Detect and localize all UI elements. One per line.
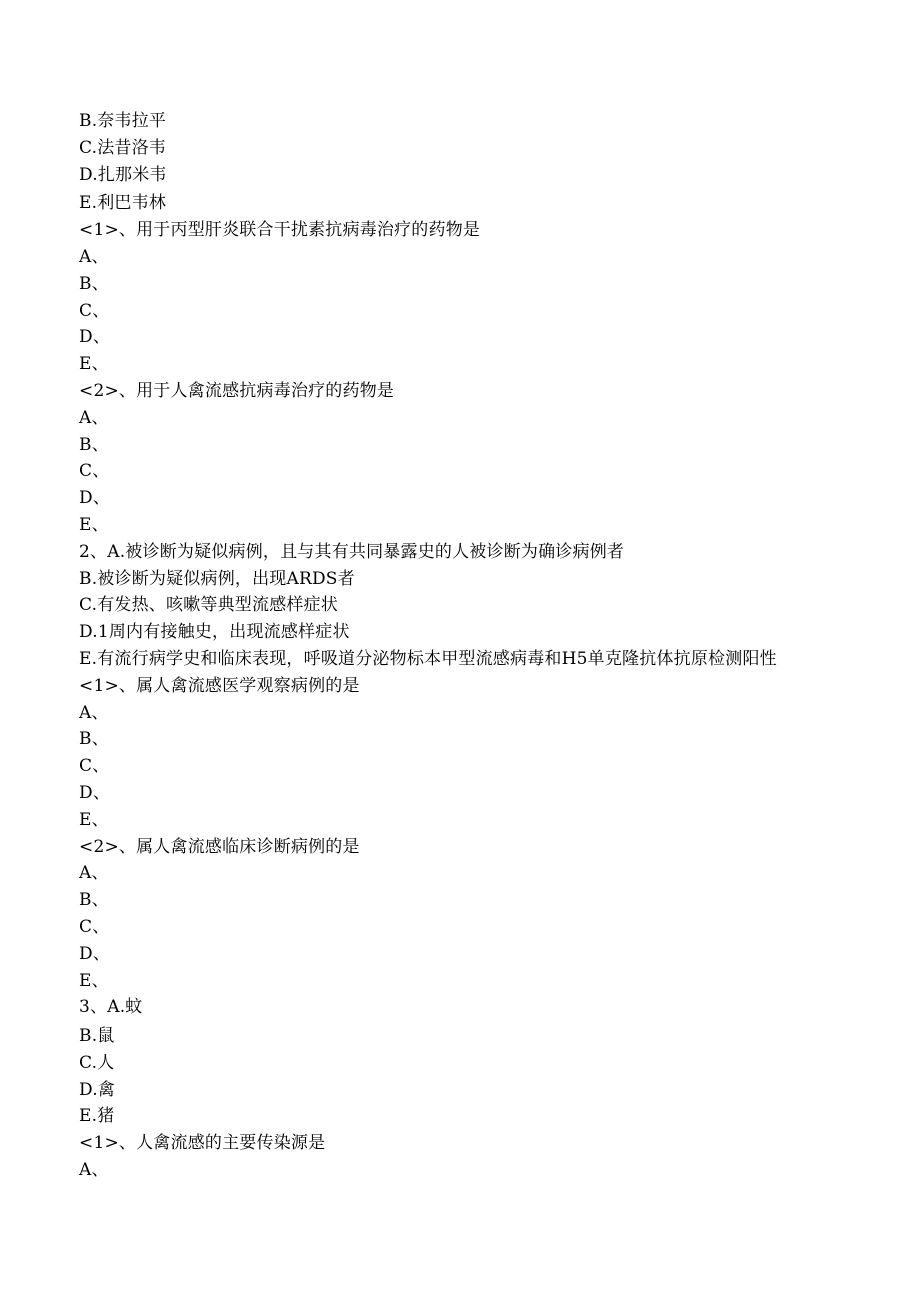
question-3-option-a: 3、A.蚊	[79, 997, 143, 1018]
answer-option-a: A、	[79, 246, 109, 267]
answer-option-e: E、	[79, 354, 109, 375]
answer-option-c: C、	[79, 916, 110, 937]
option-b-nevirapine: B.奈韦拉平	[79, 111, 167, 131]
sub-question-2: <2>、用于人禽流感抗病毒治疗的药物是	[79, 380, 395, 401]
sub-question-1: <1>、人禽流感的主要传染源是	[79, 1133, 326, 1154]
question-text-block	[79, 108, 879, 1184]
answer-option-c: C、	[79, 461, 110, 482]
answer-option-a: A、	[79, 863, 109, 884]
answer-option-b: B、	[79, 434, 109, 455]
sub-question-1: <1>、属人禽流感医学观察病例的是	[79, 675, 360, 696]
answer-option-d: D、	[79, 327, 111, 348]
answer-option-b: B、	[79, 273, 109, 294]
answer-option-c: C、	[79, 300, 110, 321]
answer-option-b: B、	[79, 729, 109, 750]
question-3-option-b: B.鼠	[79, 1026, 115, 1047]
answer-option-a: A、	[79, 702, 109, 723]
answer-option-d: D、	[79, 488, 111, 509]
answer-option-a: A、	[79, 407, 109, 428]
answer-option-b: B、	[79, 890, 109, 911]
sub-question-2: <2>、属人禽流感临床诊断病例的是	[79, 836, 360, 857]
answer-option-e: E、	[79, 809, 109, 830]
answer-option-a: A、	[79, 1160, 109, 1181]
answer-option-e: E、	[79, 970, 109, 991]
question-2-option-d: D.1周内有接触史，出现流感样症状	[79, 622, 350, 643]
question-2-option-b: B.被诊断为疑似病例，出现ARDS者	[79, 568, 355, 589]
question-3-option-d: D.禽	[79, 1079, 116, 1100]
option-c-famciclovir: C.法昔洛韦	[79, 137, 167, 158]
answer-option-d: D、	[79, 943, 111, 964]
question-2-option-e: E.有流行病学史和临床表现，呼吸道分泌物标本甲型流感病毒和H5单克隆抗体抗原检测阳性	[79, 648, 777, 669]
question-3-option-c: C.人	[79, 1052, 115, 1073]
answer-option-c: C、	[79, 756, 110, 777]
answer-option-d: D、	[79, 782, 111, 803]
answer-option-e: E、	[79, 514, 109, 535]
sub-question-1: <1>、用于丙型肝炎联合干扰素抗病毒治疗的药物是	[79, 220, 481, 241]
option-d-zanamivir: D.扎那米韦	[79, 164, 167, 185]
question-2-option-c: C.有发热、咳嗽等典型流感样症状	[79, 595, 339, 616]
question-3-option-e: E.猪	[79, 1106, 115, 1127]
question-2-option-a: 2、A.被诊断为疑似病例，且与其有共同暴露史的人被诊断为确诊病例者	[79, 541, 625, 562]
option-e-ribavirin: E.利巴韦林	[79, 193, 167, 214]
